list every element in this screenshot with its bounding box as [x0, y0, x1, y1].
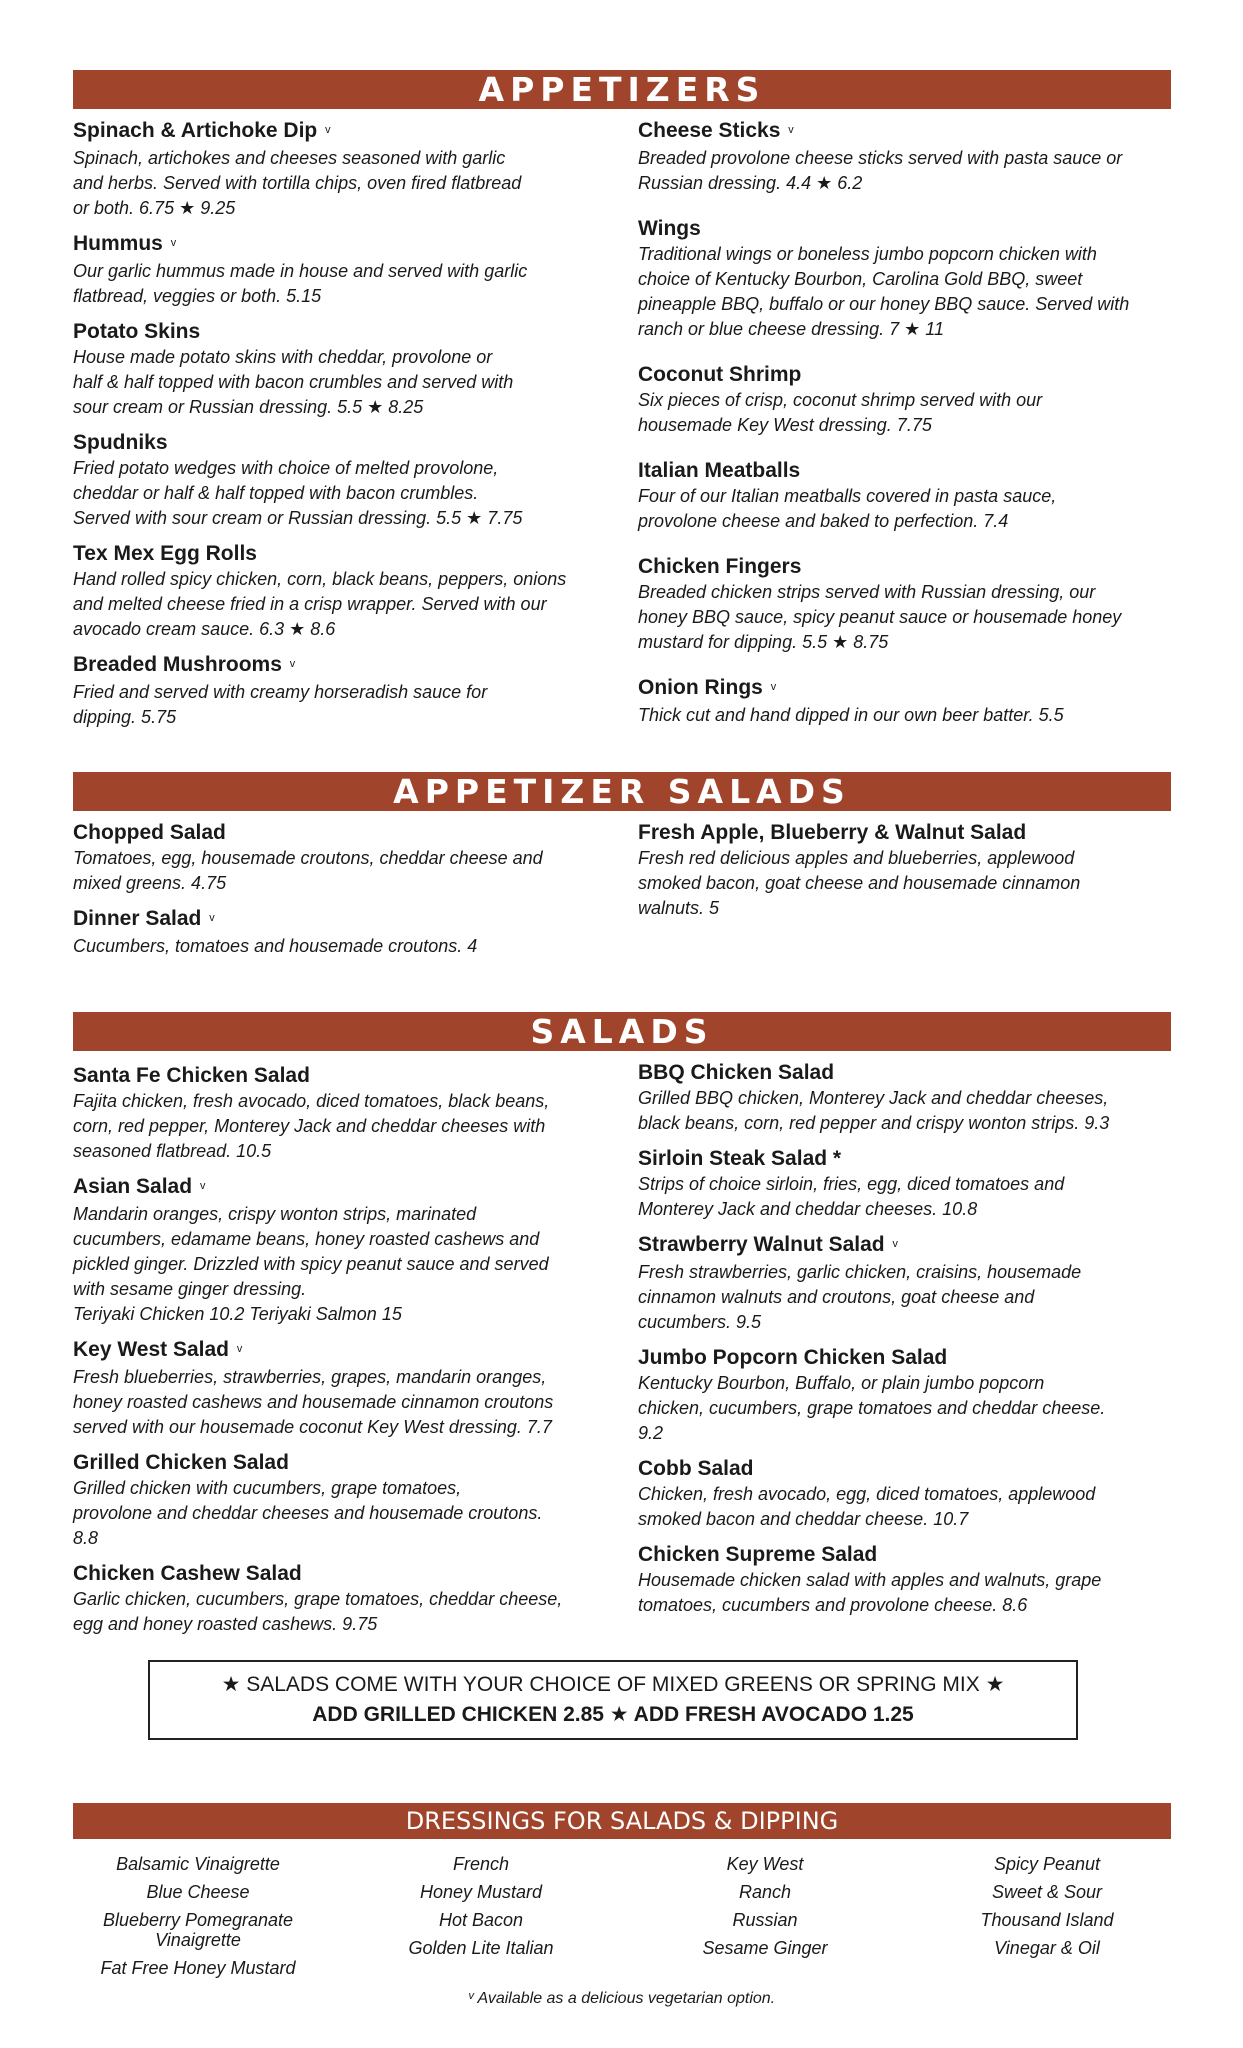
menu-item: [638, 362, 1174, 438]
menu-item: [638, 820, 1174, 921]
menu-item: [638, 458, 1174, 534]
menu-item-description: Housemade chicken salad with apples and walnuts, grape tomatoes, cucumbers and provolone cheese. 8.6: [638, 1570, 1102, 1615]
dressings-column-3: [640, 1850, 890, 1962]
dressing-item: Hot Bacon: [438, 1910, 524, 1930]
menu-item: [638, 1060, 1174, 1136]
dressing-item: Vinegar & Oil: [994, 1938, 1100, 1958]
menu-item-name-text: Chicken Fingers: [638, 555, 802, 578]
menu-item-description: Fresh strawberries, garlic chicken, craisins, housemade cinnamon walnuts and croutons, goat cheese and cucumbers. 9.5: [638, 1262, 1082, 1332]
menu-item: [73, 231, 609, 309]
vegetarian-icon: ᵛ: [289, 658, 296, 675]
dressing-item: Balsamic Vinaigrette: [116, 1854, 280, 1874]
dressing-item: Blueberry Pomegranate Vinaigrette: [102, 1910, 294, 1950]
salads-left-column: [73, 1063, 609, 1647]
menu-item: [638, 118, 1174, 196]
dressing-item: Sesame Ginger: [702, 1938, 828, 1958]
menu-item-name: [638, 1542, 1174, 1568]
dressing-item: Fat Free Honey Mustard: [100, 1958, 296, 1978]
dressings-column-4: [922, 1850, 1172, 1962]
menu-item-description: Hand rolled spicy chicken, corn, black beans, peppers, onions and melted cheese fried in a crisp wrapper. Served with our avocado cream sauce. 6.3 ★ 8.6: [73, 569, 567, 639]
dressing-item: Sweet & Sour: [991, 1882, 1103, 1902]
appetizers-banner: APPETIZERS: [73, 70, 1171, 109]
salads-right-column: [638, 1060, 1174, 1628]
dressing-item: Russian: [732, 1910, 798, 1930]
menu-item-name-text: Hummus: [73, 232, 163, 255]
menu-item-name: [638, 1345, 1174, 1371]
vegetarian-footnote: ᵛ Available as a delicious vegetarian option.: [467, 1990, 776, 2007]
menu-item-name: [638, 1232, 1174, 1260]
menu-item-name-text: Spinach & Artichoke Dip: [73, 119, 318, 142]
menu-item-description: Garlic chicken, cucumbers, grape tomatoes, cheddar cheese, egg and honey roasted cashews. 9.75: [73, 1589, 563, 1634]
menu-item-name-text: Chicken Cashew Salad: [73, 1562, 302, 1585]
menu-item-name-text: Chopped Salad: [73, 821, 226, 844]
menu-item-name: [73, 1561, 609, 1587]
menu-item-description: Thick cut and hand dipped in our own beer batter. 5.5: [638, 705, 1064, 725]
menu-item-name: [73, 1174, 609, 1202]
dressings-banner: DRESSINGS FOR SALADS & DIPPING: [73, 1803, 1171, 1839]
menu-item-description: Kentucky Bourbon, Buffalo, or plain jumbo popcorn chicken, cucumbers, grape tomatoes and cheddar cheese. 9.2: [638, 1373, 1106, 1443]
menu-item: [73, 820, 609, 896]
menu-item-name: [73, 430, 609, 456]
menu-item-description: Fresh red delicious apples and blueberries, applewood smoked bacon, goat cheese and housemade cinnamon walnuts. 5: [638, 848, 1081, 918]
menu-item-name-text: Fresh Apple, Blueberry & Walnut Salad: [638, 821, 1027, 844]
menu-item-name-text: Italian Meatballs: [638, 459, 801, 482]
menu-item-description: Breaded chicken strips served with Russian dressing, our honey BBQ sauce, spicy peanut sauce or housemade honey mustard for dipping. 5.5 ★ 8.75: [638, 582, 1122, 652]
menu-item: [73, 1337, 609, 1440]
appetizer-salads-left-column: [73, 820, 609, 969]
menu-item-name-text: Key West Salad: [73, 1338, 230, 1361]
menu-item-description: Six pieces of crisp, coconut shrimp served with our housemade Key West dressing. 7.75: [638, 390, 1043, 435]
menu-item-description: Traditional wings or boneless jumbo popcorn chicken with choice of Kentucky Bourbon, Carolina Gold BBQ, sweet pineapple BBQ, buffalo or our honey BBQ sauce. Served with ranch or blue cheese dressing. 7 ★ 11: [638, 244, 1130, 339]
menu-item-name-text: BBQ Chicken Salad: [638, 1061, 835, 1084]
menu-item-description: Cucumbers, tomatoes and housemade croutons. 4: [73, 936, 478, 956]
menu-item-description: Chicken, fresh avocado, egg, diced tomatoes, applewood smoked bacon and cheddar cheese. 10.7: [638, 1484, 1096, 1529]
salad-note-box: [148, 1660, 1078, 1740]
dressing-item: French: [452, 1854, 510, 1874]
menu-item-name-text: Breaded Mushrooms: [73, 653, 282, 676]
menu-item-name: [73, 1337, 609, 1365]
menu-item-name: [638, 458, 1174, 484]
menu-item: [73, 906, 609, 959]
dressing-item: Honey Mustard: [419, 1882, 543, 1902]
vegetarian-icon: ᵛ: [770, 681, 776, 698]
menu-item-name: [73, 231, 609, 259]
menu-item-name: [73, 118, 609, 146]
menu-item-name-text: Onion Rings: [638, 676, 763, 699]
menu-item-description: Fried potato wedges with choice of melted provolone, cheddar or half & half topped with bacon crumbles. Served with sour cream or Russian dressing. 5.5 ★ 7.75: [73, 458, 523, 528]
menu-item: [73, 1063, 609, 1164]
menu-item-description: Fajita chicken, fresh avocado, diced tomatoes, black beans, corn, red pepper, Monterey Jack and cheddar cheeses with seasoned flatbread. 10.5: [73, 1091, 550, 1161]
vegetarian-icon: ᵛ: [237, 1343, 243, 1360]
menu-item: [73, 652, 609, 730]
menu-item-name: [73, 652, 609, 680]
menu-item-name: [638, 216, 1174, 242]
dressing-item: Thousand Island: [980, 1910, 1114, 1930]
menu-item-name: [73, 541, 609, 567]
menu-item-name-text: Strawberry Walnut Salad: [638, 1233, 885, 1256]
menu-item-name: [638, 820, 1174, 846]
menu-item-name-text: Cobb Salad: [638, 1457, 754, 1480]
menu-item-description: House made potato skins with cheddar, provolone or half & half topped with bacon crumbles and served with sour cream or Russian dressing. 5.5 ★ 8.25: [73, 347, 514, 417]
menu-item-name: [638, 1456, 1174, 1482]
vegetarian-icon: ᵛ: [200, 1180, 206, 1197]
menu-item-name: [638, 1146, 1174, 1172]
vegetarian-icon: ᵛ: [209, 912, 215, 929]
menu-item-name-text: Jumbo Popcorn Chicken Salad: [638, 1346, 948, 1369]
dressing-item: Spicy Peanut: [993, 1854, 1101, 1874]
menu-item: [638, 1345, 1174, 1446]
appetizers-right-column: [638, 118, 1174, 748]
salad-note-line: ★ SALADS COME WITH YOUR CHOICE OF MIXED GREENS OR SPRING MIX ★: [221, 1673, 1005, 1696]
vegetarian-icon: ᵛ: [892, 1238, 898, 1255]
menu-item-description: Grilled BBQ chicken, Monterey Jack and cheddar cheeses, black beans, corn, red pepper and crispy wonton strips. 9.3: [638, 1088, 1110, 1133]
appetizer-salads-right-column: [638, 820, 1174, 931]
menu-item: [638, 1232, 1174, 1335]
dressings-column-2: [356, 1850, 606, 1962]
menu-item: [638, 1146, 1174, 1222]
menu-item: [638, 1456, 1174, 1532]
menu-item-description: Strips of choice sirloin, fries, egg, diced tomatoes and Monterey Jack and cheddar cheeses. 10.8: [638, 1174, 1065, 1219]
menu-item: [73, 430, 609, 531]
menu-item: [73, 118, 609, 221]
menu-item-name: [638, 1060, 1174, 1086]
add-ons-line: ADD GRILLED CHICKEN 2.85 ★ ADD FRESH AVOCADO 1.25: [312, 1703, 914, 1726]
menu-item-name: [73, 319, 609, 345]
menu-item-name-text: Coconut Shrimp: [638, 363, 802, 386]
menu-item: [638, 216, 1174, 342]
dressing-item: Blue Cheese: [146, 1882, 250, 1902]
menu-item-name-text: Potato Skins: [73, 320, 201, 343]
menu-item-name-text: Spudniks: [73, 431, 168, 454]
dressings-column-1: [73, 1850, 323, 1982]
menu-item-name: [73, 1450, 609, 1476]
menu-item: [73, 1174, 609, 1327]
menu-item-description: Fresh blueberries, strawberries, grapes, mandarin oranges, honey roasted cashews and housemade cinnamon croutons served with our housemade coconut Key West dressing. 7.7: [73, 1367, 554, 1437]
menu-item-name-text: Wings: [638, 217, 701, 240]
menu-item: [638, 675, 1174, 728]
menu-item-description: Fried and served with creamy horseradish sauce for dipping. 5.75: [73, 682, 488, 727]
menu-item-name-text: Chicken Supreme Salad: [638, 1543, 878, 1566]
menu-item-name-text: Asian Salad: [73, 1175, 193, 1198]
menu-item-name: [73, 820, 609, 846]
vegetarian-icon: ᵛ: [788, 124, 794, 141]
menu-item: [73, 1450, 609, 1551]
menu-item: [73, 1561, 609, 1637]
menu-item-name: [73, 906, 609, 934]
salads-banner: SALADS: [73, 1012, 1171, 1051]
menu-item-name-text: Tex Mex Egg Rolls: [73, 542, 257, 565]
menu-item: [638, 554, 1174, 655]
menu-item: [638, 1542, 1174, 1618]
menu-item: [73, 541, 609, 642]
appetizers-left-column: [73, 118, 609, 740]
menu-item-name-text: Dinner Salad: [73, 907, 202, 930]
menu-item-name-text: Sirloin Steak Salad *: [638, 1147, 842, 1170]
menu-item-name-text: Grilled Chicken Salad: [73, 1451, 289, 1474]
menu-item-name: [638, 362, 1174, 388]
menu-item-description: Mandarin oranges, crispy wonton strips, marinated cucumbers, edamame beans, honey roasted cashews and pickled ginger. Drizzled with spicy peanut sauce and served with sesame ginger dressing. Teriyaki Chicken 10.2 Teriyaki Salmon 15: [73, 1204, 549, 1324]
menu-item-description: Grilled chicken with cucumbers, grape tomatoes, provolone and cheddar cheeses and housemade croutons. 8.8: [73, 1478, 543, 1548]
menu-item-name-text: Cheese Sticks: [638, 119, 781, 142]
menu-item-description: Breaded provolone cheese sticks served with pasta sauce or Russian dressing. 4.4 ★ 6.2: [638, 148, 1123, 193]
menu-item-name: [638, 118, 1174, 146]
menu-item-description: Tomatoes, egg, housemade croutons, cheddar cheese and mixed greens. 4.75: [73, 848, 543, 893]
menu-item: [73, 319, 609, 420]
appetizer-salads-banner: APPETIZER SALADS: [73, 772, 1171, 811]
menu-item-name: [638, 554, 1174, 580]
vegetarian-icon: ᵛ: [325, 124, 331, 141]
dressing-item: Key West: [726, 1854, 804, 1874]
menu-item-name: [73, 1063, 609, 1089]
menu-item-description: Four of our Italian meatballs covered in pasta sauce, provolone cheese and baked to perfection. 7.4: [638, 486, 1057, 531]
vegetarian-icon: ᵛ: [170, 237, 176, 254]
menu-item-name-text: Santa Fe Chicken Salad: [73, 1064, 310, 1087]
menu-item-description: Our garlic hummus made in house and served with garlic flatbread, veggies or both. 5.15: [73, 261, 528, 306]
dressing-item: Ranch: [738, 1882, 792, 1902]
menu-item-name: [638, 675, 1174, 703]
menu-item-description: Spinach, artichokes and cheeses seasoned with garlic and herbs. Served with tortilla chips, oven fired flatbread or both. 6.75 ★ 9.25: [73, 148, 522, 218]
dressing-item: Golden Lite Italian: [408, 1938, 554, 1958]
